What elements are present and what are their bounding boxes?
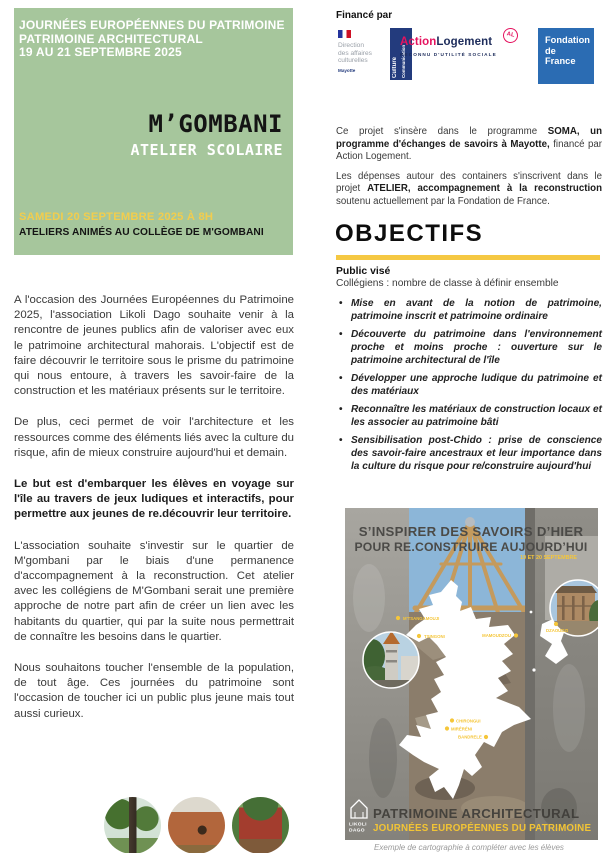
photo-circle-tree	[104, 797, 161, 853]
poster-date: 19 ET 20 SEPTEMBRE	[520, 555, 577, 561]
poster-caption: Exemple de cartographie à compléter avec les élèves	[374, 843, 564, 852]
objectif-item: • Développer une approche ludique du patrimoine et des matériaux	[336, 372, 602, 398]
objectif-item: • Mise en avant de la notion de patrimoine, patrimoine inscrit et patrimoine ordinaire	[336, 297, 602, 323]
hero-banner	[14, 8, 293, 255]
event-dates: 19 AU 21 SEPTEMBRE 2025	[19, 45, 182, 59]
public-vise-desc: Collégiens : nombre de classe à définir ensemble	[336, 278, 559, 289]
dac-line: Direction	[338, 42, 365, 49]
session-venue: ATELIERS ANIMÉS AU COLLÈGE DE M'GOMBANI	[19, 227, 264, 238]
intro-text: soutenu actuellement par la Fondation de France.	[336, 195, 550, 207]
photo-circle-painted-house	[232, 797, 289, 853]
map-poster-figure	[345, 508, 598, 840]
likoli-text: LIKOLI	[349, 822, 367, 828]
project-intro	[336, 126, 602, 216]
paragraph-1: A l'occasion des Journées Européennes du Patrimoine 2025, l'association Likoli Dago souhaite venir à la rencontre de jeunes publics afin de valoriser avec eux le patrimoine architectural mahorais. L'objectif est de faire découvrir le territoire sous le prisme du patrimoine qui nous entoure, à travers les savoir-faire de la construction et les matériaux présents sur le territoire.	[14, 294, 294, 398]
paragraph-5: Nous souhaitons toucher l'ensemble de la population, de tout âge. Ces journées du patrimoine sont l'occasion de toucher ici un public plus jeune mais tout aussi curieux.	[14, 662, 294, 720]
intro-text: Les dépenses autour des containers s'inscrivent dans le projet	[336, 170, 602, 195]
page-title: M’GOMBANI	[148, 110, 283, 138]
intro-text: Ce projet s'insère dans le programme	[336, 126, 548, 137]
label-dzaoudzi: DZAOUDZI	[546, 628, 569, 633]
section-heading-objectifs: OBJECTIFS	[335, 220, 484, 247]
intro-paragraph-1	[336, 126, 602, 164]
label-mtsangamouji: M'TSANGAMOUJI	[403, 616, 440, 621]
al-badge-icon: AL	[502, 27, 520, 45]
poster-title-line2: POUR RE.CONSTRUIRE AUJOURD’HUI	[354, 540, 588, 554]
paragraph-3-bold: Le but est d'embarquer les élèves en voyage sur l'île au travers de jeux ludiques et interactifs, pour permettre aux jeunes de re.découvrir leur territoire.	[14, 478, 294, 521]
dago-text: DAGO	[349, 828, 365, 834]
dac-line: des affaires	[338, 49, 372, 57]
event-name: JOURNÉES EUROPÉENNES DU PATRIMOINE	[19, 18, 285, 32]
fdf-line: France	[545, 56, 576, 66]
al-word-action: Action	[400, 36, 437, 48]
intro-text: financé par Action Logement.	[336, 138, 602, 163]
dac-line: culturelles	[338, 57, 368, 65]
map-poster-svg	[345, 508, 598, 840]
dac-region: Mayotte	[338, 68, 356, 73]
fondation-de-france-logo	[538, 28, 594, 84]
session-date: SAMEDI 20 SEPTEMBRE 2025 À 8H	[19, 211, 214, 223]
intro-paragraph-2	[336, 171, 602, 209]
intro-bold-soma: SOMA, un programme d'échanges de savoirs à Mayotte,	[336, 126, 603, 150]
paragraph-4: L'association souhaite s'investir sur le quartier de M'gombani par le biais d'une permanence d'accompagnement à la reconstruction. Cet atelier avec les collégiens de M'Gombani serait une première approche de notre part afin de créer un lien avec les habitants du quartier, qui par la suite nous permettrait de connaître les besoins dans le quartier.	[14, 539, 294, 643]
label-chirongui: CHIRONGUI	[456, 718, 481, 724]
poster-title-line1: S’INSPIRER DES SAVOIRS D’HIER	[358, 524, 584, 539]
action-logement-wordmark	[400, 31, 516, 48]
objectif-item: • Reconnaître les matériaux de construction locaux et les associer au patrimoine bâti	[336, 403, 602, 429]
objectif-item: • Sensibilisation post-Chido : prise de conscience des savoir-faire ancestraux et leur importance dans la culture du risque pour re/construire aujourd'hui	[336, 434, 602, 473]
fdf-line: de	[545, 45, 556, 56]
label-bandrele: BANDRELE	[458, 734, 482, 740]
objectifs-list	[336, 297, 602, 478]
label-mamoudzou: MAMOUDZOU	[482, 633, 511, 638]
event-theme: PATRIMOINE ARCHITECTURAL	[19, 31, 203, 46]
objectif-item: • Découverte du patrimoine dans l'environnement proche et moins proche : ouverture sur le patrimoine architectural de l'île	[336, 328, 602, 367]
event-header	[19, 19, 285, 60]
photo-circle-earthen-house	[168, 797, 225, 853]
action-logement-logo	[400, 31, 516, 57]
al-word-logement: Logement	[436, 36, 493, 48]
page-subtitle: ATELIER SCOLAIRE	[130, 141, 283, 159]
public-vise-label: Public visé	[336, 266, 391, 277]
fdf-line: Fondation	[545, 35, 590, 45]
label-tsingoni: TSINGONI	[424, 634, 445, 639]
intro-bold-atelier: ATELIER, accompagnement à la reconstruction	[367, 183, 602, 195]
fdf-logo-text	[545, 35, 590, 67]
funders-label: Financé par	[336, 10, 393, 21]
body-text	[14, 293, 294, 738]
al-tagline: RECONNU D'UTILITÉ SOCIALE	[400, 52, 497, 57]
paragraph-2: De plus, ceci permet de voir l'architecture et les ressources comme des éléments liés avec la culture du risque, afin de mieux construire aujourd'hui et demain.	[14, 416, 294, 459]
poster-footer-line1: PATRIMOINE ARCHITECTURAL	[373, 806, 580, 821]
french-flag-icon	[338, 30, 351, 38]
band-word-culture: Culture	[392, 57, 398, 78]
band-word-communication: Communication	[401, 44, 406, 78]
yellow-underline-bar	[336, 255, 600, 260]
poster-footer-line2: JOURNÉES EUROPÉENNES DU PATRIMOINE	[373, 823, 592, 834]
dac-logo-text	[338, 42, 372, 65]
label-mirereni: MIRÉRÉNI	[451, 726, 473, 732]
